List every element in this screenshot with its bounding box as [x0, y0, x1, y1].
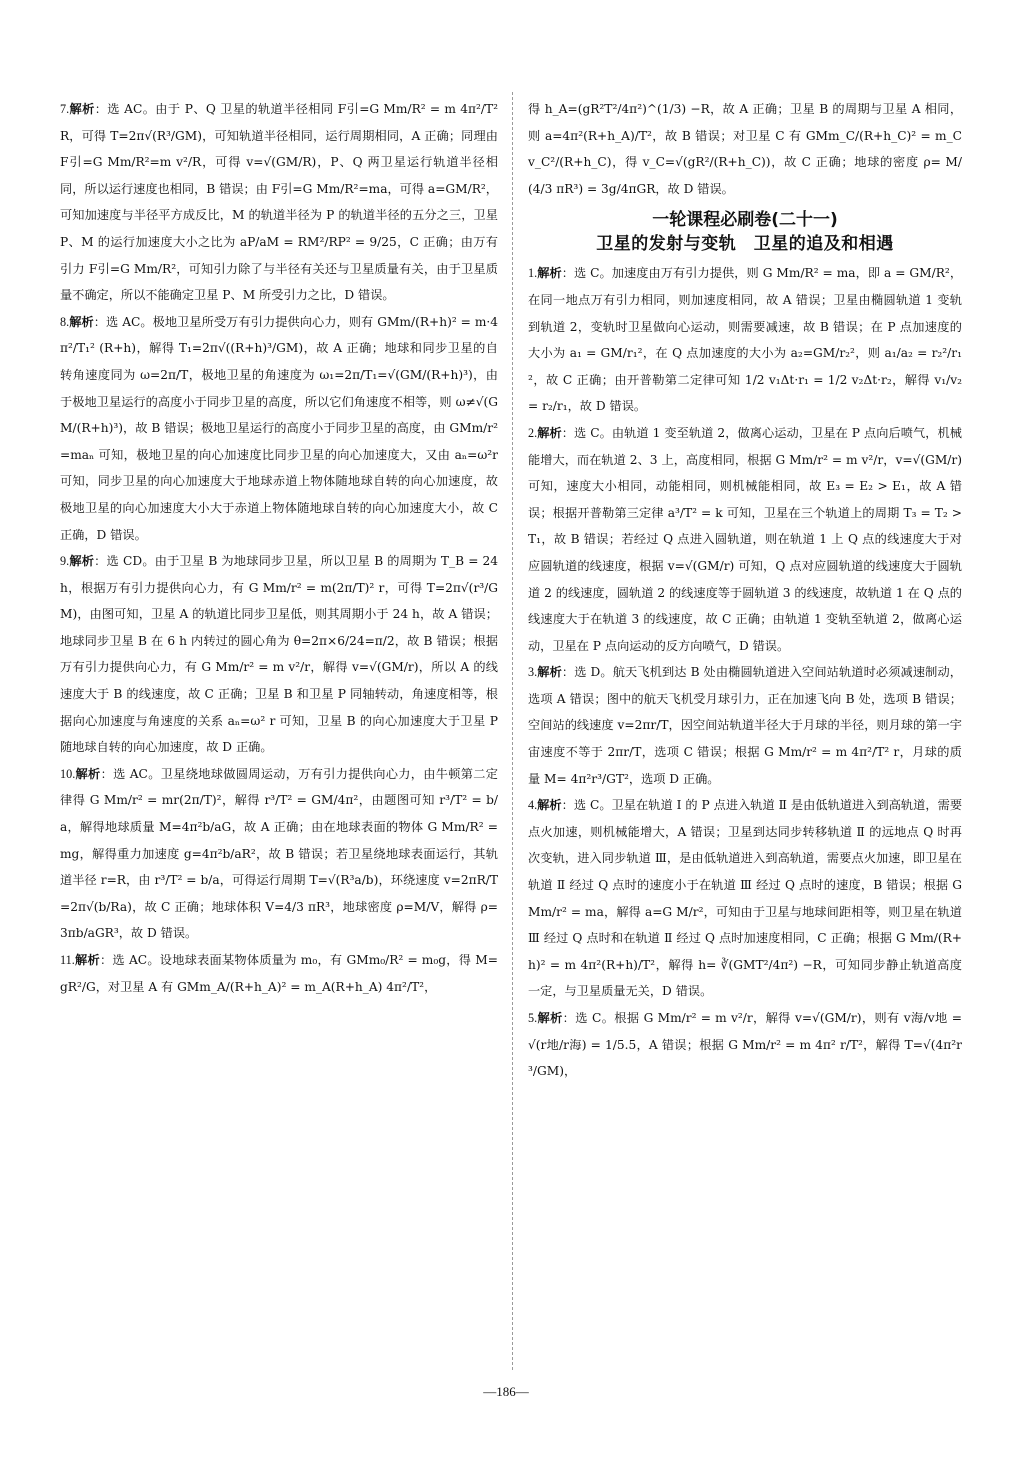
item-text: 得 h_A=(gR²T²/4π²)^(1/3) −R，故 A 正确；卫星 B 的周期与卫星 A 相同，则 a=4π²(R+h_A)/T²，故 B 错误；对卫星 C 有 GMm_C/(R+h_C)² = m_C v_C²/(R+h_C)，得 v_C=√(gR²/(R+h_C))，故 C 正确；地球的密度 ρ= M/(4/3 πR³) = 3g/4πGR，故 D 错误。: [528, 102, 962, 196]
item-number: 5.: [528, 1011, 538, 1025]
item-text: ：选 D。航天飞机到达 B 处由椭圆轨道进入空间站轨道时必须减速制动，选项 A 错误；图中的航天飞机受月球引力，正在加速飞向 B 处，选项 B 错误；空间站的线速度 v=2πr/T，因空间站轨道半径大于月球的半径，则月球的第一宇宙速度不等于 2πr/T，选项 C 错误；根据 G Mm/r² = m 4π²/T² r，月球的质量 M= 4π²r³/GT²，选项 D 正确。: [528, 665, 962, 786]
item-number: 4.: [528, 798, 538, 813]
item-text: ：选 CD。由于卫星 B 为地球同步卫星，所以卫星 B 的周期为 T_B = 24 h，根据万有引力提供向心力，有 G Mm/r² = m(2π/T)² r，可得 T=2π√(r³/GM)，由图可知，卫星 A 的轨道比同步卫星低，则其周期小于 24 h，故 A 错误；地球同步卫星 B 在 6 h 内转过的圆心角为 θ=2π×6/24=π/2，故 B 错误；根据万有引力提供向心力，有 G Mm/r² = m v²/r，解得 v=√(GM/r)，所以 A 的线速度大于 B 的线速度，故 C 正确；卫星 B 和卫星 P 同轴转动，角速度相等，根据向心加速度与角速度的关系 aₙ=ω² r 可知，卫星 B 的向心加速度大于卫星 P 随地球自转的向心加速度，故 D 正确。: [60, 554, 498, 755]
item-text: ：选 C。卫星在轨道 Ⅰ 的 P 点进入轨道 Ⅱ 是由低轨道进入到高轨道，需要点火加速，则机械能增大，A 错误；卫星到达同步转移轨道 Ⅱ 的远地点 Q 时再次变轨，进入同步轨道 Ⅲ，是由低轨道进入到高轨道，需要点火加速，即卫星在轨道 Ⅱ 经过 Q 点时的速度小于在轨道 Ⅲ 经过 Q 点时的速度，B 错误；根据 G Mm/r² = ma，解得 a=G M/r²，可知由于卫星与地球间距相等，则卫星在轨道 Ⅲ 经过 Q 点时和在轨道 Ⅱ 经过 Q 点时加速度相同，C 正确；根据 G Mm/(R+h)² = m 4π²(R+h)/T²，解得 h= ∛(GMT²/4π²) −R，可知同步静止轨道高度一定，与卫星质量无关，D 错误。: [528, 798, 963, 999]
item-text: ：选 AC。由于 P、Q 卫星的轨道半径相同 F引=G Mm/R² = m 4π²/T² R，可得 T=2π√(R³/GM)，可知轨道半径相同，运行周期相同，A 正确；同理由 F引=G Mm/R²=m v²/R，可得 v=√(GM/R)，P、Q 两卫星运行轨道半径相同，所以运行速度也相同，B 错误；由 F引=G Mm/R²=ma，可得 a=GM/R²，可知加速度与半径平方成反比，M 的轨道半径为 P 的轨道半径的五分之三，卫星 P、M 的运行加速度大小之比为 aP/aM = RM²/RP² = 9/25，C 正确；由万有引力 F引=G Mm/R²，可知引力除了与半径有关还与卫星质量有关，由于卫星质量不确定，所以不能确定卫星 P、M 所受引力之比，D 错误。: [60, 102, 498, 303]
solution-item: [60, 947, 498, 1000]
item-label: 解析: [537, 266, 562, 281]
section-title: 一轮课程必刷卷(二十一): [652, 210, 838, 231]
right-column: [528, 96, 962, 1085]
left-column: [60, 96, 498, 1000]
item-number: 9.: [60, 554, 70, 569]
item-label: 解析: [537, 798, 562, 813]
item-label: 解析: [537, 665, 562, 680]
page-number: —186—: [483, 1384, 529, 1399]
item-number: 1.: [528, 266, 538, 281]
solution-item: [528, 659, 962, 792]
right-items: [528, 260, 962, 1084]
item-label: 解析: [537, 425, 562, 440]
solution-item: [60, 548, 498, 761]
item-text: ：选 C。根据 G Mm/r² = m v²/r，解得 v=√(GM/r)，则有 v海/v地 = √(r地/r海) = 1/5.5，A 错误；根据 G Mm/r² = m 4π² r/T²，解得 T=√(4π²r³/GM)，: [528, 1011, 962, 1079]
item-text: ：选 AC。设地球表面某物体质量为 m₀，有 GMm₀/R² = m₀g，得 M=gR²/G，对卫星 A 有 GMm_A/(R+h_A)² = m_A(R+h_A) 4π²/T²，: [60, 953, 498, 994]
solution-item: [528, 96, 962, 202]
item-text: ：选 AC。极地卫星所受万有引力提供向心力，则有 GMm/(R+h)² = m·4π²/T₁² (R+h)，解得 T₁=2π√((R+h)³/GM)，故 A 正确；地球和同步卫星的自转角速度同为 ω=2π/T，极地卫星的角速度为 ω₁=2π/T₁=√(GM/(R+h)³)，由于极地卫星运行的高度小于同步卫星的高度，所以它们角速度不相等，则 ω≠√(GM/(R+h)³)，故 B 错误；极地卫星运行的高度小于同步卫星的高度，由 GMm/r²=maₙ 可知，极地卫星的向心加速度比同步卫星的向心加速度大，又由 aₙ=ω²r 可知，同步卫星的向心加速度大于地球赤道上物体随地球自转的向心加速度，故极地卫星的向心加速度大小大于赤道上物体随地球自转的向心加速度大小，故 C 正确，D 错误。: [60, 314, 499, 542]
item-number: 8.: [60, 314, 70, 329]
item-label: 解析: [74, 953, 100, 967]
solution-item: [60, 309, 498, 548]
solution-item: [528, 1005, 962, 1085]
solution-item: [528, 792, 962, 1005]
right-top-continuation: [528, 96, 962, 202]
item-number: 7.: [60, 102, 70, 116]
item-text: ：选 AC。卫星绕地球做圆周运动，万有引力提供向心力，由牛顿第二定律得 G Mm/r² = mr(2π/T)²，解得 r³/T² = GM/4π²，由题图可知 r³/T² = b/a，解得地球质量 M=4π²b/aG，故 A 正确；由在地球表面的物体 G Mm/R² = mg，解得重力加速度 g=4π²b/aR²，故 B 错误；若卫星绕地球表面运行，其轨道半径 r=R，由 r³/T² = b/a，可得运行周期 T=√(R³a/b)，环绕速度 v=2πR/T=2π√(b/Ra)，故 C 正确；地球体积 V=4/3 πR³，地球密度 ρ=M/V，解得 ρ=3πb/aGR³，故 D 错误。: [60, 766, 498, 941]
item-text: ：选 C。由轨道 1 变至轨道 2，做离心运动，卫星在 P 点向后喷气，机械能增大，而在轨道 2、3 上，高度相同，根据 G Mm/r² = m v²/r，v=√(GM/r) 可知，速度大小相同，动能相同，则机械能相同，故 E₃ = E₂ > E₁，故 A 错误；根据开普勒第三定律 a³/T² = k 可知，卫星在三个轨道上的周期 T₃ = T₂ > T₁，故 B 错误；若经过 Q 点进入圆轨道，则在轨道 1 上 Q 点的线速度大于对应圆轨道的线速度，根据 v=√(GM/r) 可知，Q 点对应圆轨道的线速度大于圆轨道 2 的线速度，圆轨道 2 的线速度等于圆轨道 3 的线速度，故轨道 1 在 Q 点的线速度大于在轨道 3 的线速度，故 C 正确；由轨道 1 变轨至轨道 2，做离心运动，卫星在 P 点向运动的反方向喷气，D 错误。: [528, 425, 962, 653]
item-label: 解析: [537, 1011, 563, 1025]
item-number: 3.: [528, 665, 538, 680]
column-divider: [512, 92, 513, 1370]
item-number: 2.: [528, 425, 538, 440]
solution-item: [60, 96, 498, 309]
solution-item: [60, 761, 498, 947]
section-subtitle: 卫星的发射与变轨 卫星的追及和相遇: [596, 234, 894, 255]
item-label: 解析: [75, 766, 101, 781]
item-label: 解析: [69, 102, 95, 116]
item-number: 11.: [60, 953, 75, 967]
item-text: ：选 C。加速度由万有引力提供，则 G Mm/R² = ma，即 a = GM/R²，在同一地点万有引力相同，则加速度相同，故 A 错误；卫星由椭圆轨道 1 变轨到轨道 2，变轨时卫星做向心运动，则需要减速，故 B 错误；在 P 点加速度的大小为 a₁ = GM/r₁²，在 Q 点加速度的大小为 a₂=GM/r₂²，则 a₁/a₂ = r₂²/r₁²，故 C 正确；由开普勒第二定律可知 1/2 v₁Δt·r₁ = 1/2 v₂Δt·r₂，解得 v₁/v₂ = r₂/r₁，故 D 错误。: [528, 266, 963, 414]
item-number: 10.: [60, 766, 76, 781]
item-label: 解析: [69, 314, 94, 329]
solution-item: [528, 420, 962, 659]
solution-item: [528, 260, 962, 420]
item-label: 解析: [69, 554, 95, 569]
